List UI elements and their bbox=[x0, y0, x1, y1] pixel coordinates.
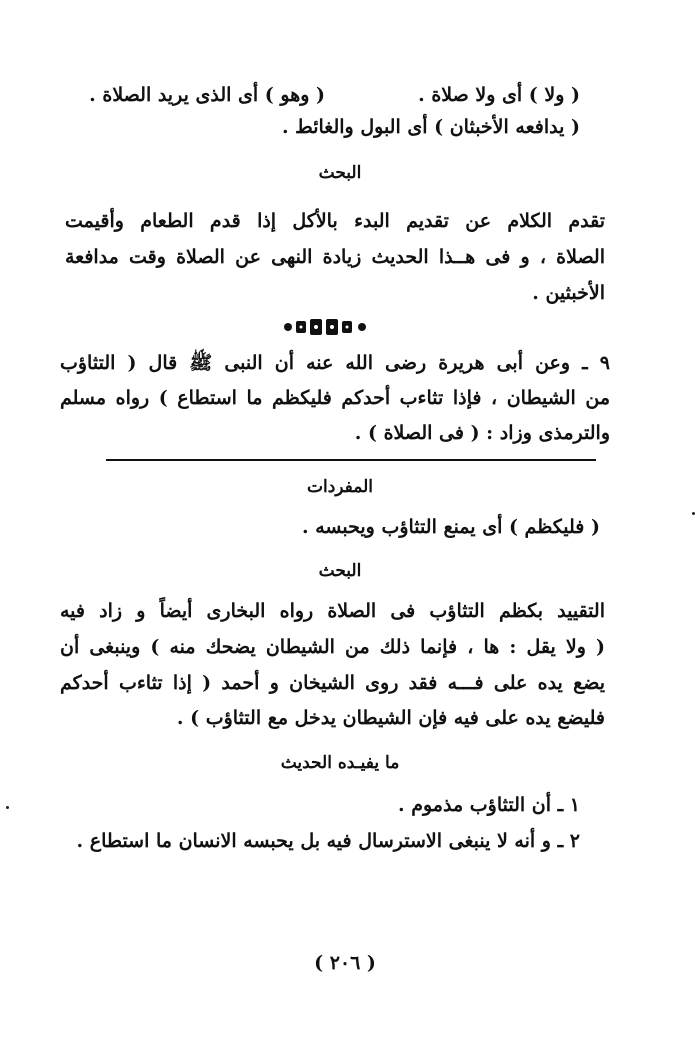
paragraph-1-line-2: الصلاة ، و فى هــذا الحديث زيادة النهى عن الصلاة وقت مدافعة bbox=[65, 246, 605, 268]
benefit-item-1: ١ ـ أن التثاؤب مذموم . bbox=[398, 794, 580, 816]
paragraph-2-line-1: التقييد بكظم التثاؤب فى الصلاة رواه البخارى أيضاً و زاد فيه bbox=[60, 600, 605, 622]
scan-speck bbox=[6, 806, 9, 809]
mufradat-gloss: ( فليكظم ) أى يمنع التثاؤب ويحبسه . bbox=[302, 516, 600, 538]
hadith-9-line-3: والترمذى وزاد : ( فى الصلاة ) . bbox=[354, 422, 610, 444]
gloss-akhbathan: ( يدافعه الأخبثان ) أى البول والغائط . bbox=[281, 116, 580, 138]
horizontal-rule bbox=[106, 459, 596, 461]
hadith-9-line-2: من الشيطان ، فإذا تثاءب أحدكم فليكظم ما استطاع ) رواه مسلم bbox=[60, 387, 610, 409]
ornament-divider bbox=[280, 316, 370, 338]
gloss-wahuwa: ( وهو ) أى الذى يريد الصلاة . bbox=[89, 84, 325, 106]
section-heading-mufradat: المفردات bbox=[306, 477, 373, 497]
scan-speck bbox=[692, 512, 695, 515]
paragraph-2-line-3: يضع يده على فـــه فقد روى الشيخان و أحمد ( إذا تثاءب أحدكم bbox=[60, 672, 605, 694]
paragraph-1-line-3: الأخبثين . bbox=[532, 282, 605, 304]
section-heading-bahth-1: البحث bbox=[318, 163, 362, 183]
gloss-wala: ( ولا ) أى ولا صلاة . bbox=[418, 84, 580, 106]
paragraph-2-line-4: فليضع يده على فيه فإن الشيطان يدخل مع التثاؤب ) . bbox=[176, 707, 605, 729]
paragraph-1-line-1: تقدم الكلام عن تقديم البدء بالأكل إذا قدم الطعام وأقيمت bbox=[65, 210, 605, 232]
hadith-9-line-1: ٩ ـ وعن أبى هريرة رضى الله عنه أن النبى ﷺ قال ( التثاؤب bbox=[60, 352, 610, 374]
paragraph-2-line-2: ( ولا يقل : ها ، فإنما ذلك من الشيطان يضحك منه ) وينبغى أن bbox=[60, 636, 605, 658]
section-heading-bahth-2: البحث bbox=[318, 561, 362, 581]
section-heading-benefits: ما يفيـده الحديث bbox=[280, 753, 400, 773]
page-number: ( ٢٠٦ ) bbox=[314, 952, 376, 974]
benefit-item-2: ٢ ـ و أنه لا ينبغى الاسترسال فيه بل يحبسه الانسان ما استطاع . bbox=[76, 830, 580, 852]
